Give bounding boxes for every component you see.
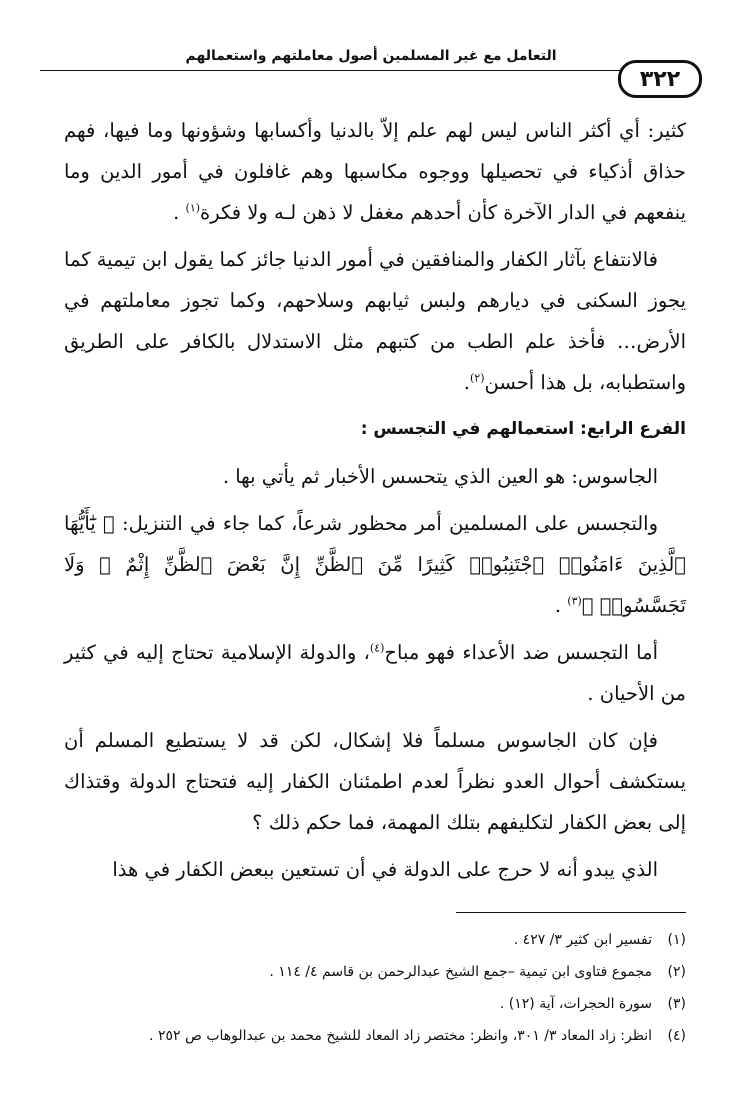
paragraph-3: الجاسوس: هو العين الذي يتحسس الأخبار ثم يأتي بها . [222,465,658,488]
paragraph-2 [64,239,686,403]
paragraph-4-text: والتجسس على المسلمين أمر محظور شرعاً، كما جاء في التنزيل: [122,512,658,535]
footnote-text: تفسير ابن كثير ٣/ ٤٢٧ . [513,932,652,948]
paragraph-2-text: فالانتفاع بآثار الكفار والمنافقين في أمور الدنيا جائز كما يقول ابن تيمية كما يجوز السكنى في ديارهم ولبس ثيابهم وسلاحهم، وكما تجوز معاملتهم في الأرض… فأخذ علم الطب من كتبهم مثل الاستدلال بالكافر على الطريق واستطبابه، بل هذا أحسن [64,248,686,394]
footnote-1 [64,924,686,956]
footnote-ref-4: (٤) [369,641,385,655]
paragraph-7: الذي يبدو أنه لا حرج على الدولة في أن تستعين ببعض الكفار في هذا [112,858,658,881]
paragraph-5-start: أما التجسس ضد الأعداء فهو مباح [384,641,658,664]
quran-verse: ﴿ يَٰٓأَيُّهَا ٱلَّذِينَ ءَامَنُوا۟ ٱجْتَنِبُوا۟ كَثِيرًا مِّنَ ٱلظَّنِّ إِنَّ بَعْضَ ٱلظَّنِّ إِثْمٌ ۖ وَلَا تَجَسَّسُوا۟ ﴾ [64,512,686,617]
body-text [64,110,686,896]
paragraph-6: فإن كان الجاسوس مسلماً فلا إشكال، لكن قد لا يستطيع المسلم أن يستكشف أحوال العدو نظراً لعدم اطمئنان الكفار إليه فتحتاج الدولة وقتذاك إلى بعض الكفار لتكليفهم بتلك المهمة، فما حكم ذلك ؟ [64,729,686,834]
paragraph-1 [64,110,686,233]
section-subheading: الفرع الرابع: استعمالهم في التجسس : [360,419,686,439]
footnote-number: (٤) [667,1028,686,1044]
running-title: التعامل مع غير المسلمين أصول معاملتهم واستعمالهم [185,48,557,64]
footnote-separator [456,912,686,913]
paragraph-2-end: . [463,371,470,394]
footnote-number: (١) [667,932,686,948]
footnote-number: (٢) [667,964,686,980]
footnote-3 [64,988,686,1020]
paragraph-4 [64,503,686,626]
header-rule [40,70,640,71]
footnote-number: (٣) [667,996,686,1012]
page-header [40,46,710,104]
footnote-text: مجموع فتاوى ابن تيمية –جمع الشيخ عبدالرحمن بن قاسم ٤/ ١١٤ . [269,964,652,980]
paragraph-1-text: كثير: أي أكثر الناس ليس لهم علم إلاّ بالدنيا وأكسابها وشؤونها وما فيها، فهم حذاق أذكياء في تحصيلها ووجوه مكاسبها وهم غافلون في أمور الدين وما ينفعهم في الدار الآخرة كأن أحدهم مغفل لا ذهن لـه ولا فكرة [64,119,686,224]
footnote-2 [64,956,686,988]
paragraph-5 [64,632,686,714]
footnote-text: سورة الحجرات، آية (١٢) . [499,996,652,1012]
paragraph-1-end: . [173,201,186,224]
footnote-ref-3: (٣) [567,594,582,608]
paragraph-4-end: . [554,594,568,617]
page-number: ٣٢٢ [618,60,702,98]
footnote-4 [64,1020,686,1052]
paragraph-5-rest: ، والدولة الإسلامية تحتاج إليه في كثير من الأحيان . [64,641,686,705]
footnote-ref-1: (١) [185,201,201,215]
footnote-text: انظر: زاد المعاد ٣/ ٣٠١، وانظر: مختصر زاد المعاد للشيخ محمد بن عبدالوهاب ص ٢٥٢ . [149,1028,652,1044]
footnote-ref-2: (٢) [469,371,485,385]
footnotes [64,924,686,1052]
